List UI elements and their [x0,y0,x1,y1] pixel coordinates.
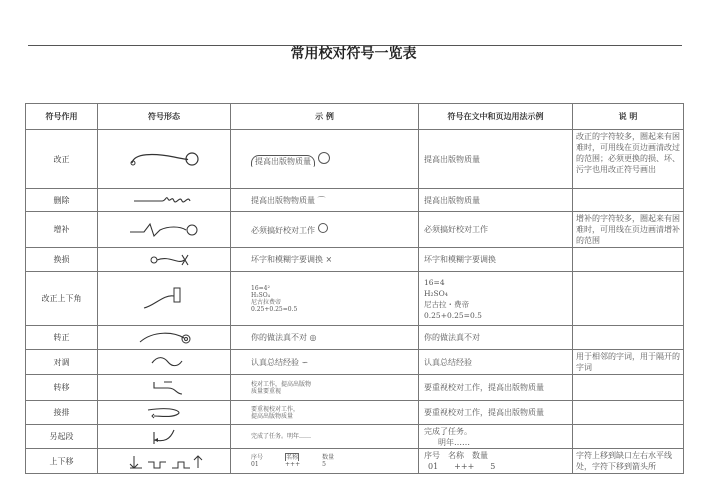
shift-up-down-symbol-icon [98,449,231,474]
row-example: 序号 01 名称 +++ 数量 5 [231,449,419,474]
header-symbol-function: 符号作用 [26,104,98,130]
row-note [573,425,684,449]
superscript-subscript-symbol-icon [98,272,231,326]
row-usage: 要重视校对工作，提高出版物质量 [419,375,573,401]
table-row [26,401,684,425]
row-usage: 坏字和模糊字要调换 [419,248,573,272]
row-function: 改正上下角 [26,272,98,326]
table-row [26,375,684,401]
row-note [573,248,684,272]
header-symbol-form: 符号形态 [98,104,231,130]
page-title: 常用校对符号一览表 [290,46,417,62]
correct-symbol-icon [98,130,231,189]
table-row [26,326,684,350]
insert-symbol-icon [98,212,231,248]
row-usage: 提高出版物质量 [419,130,573,189]
table-row [26,425,684,449]
row-note: 用于相邻的字词，用于隔开的字词 [573,350,684,375]
delete-symbol-icon [98,189,231,212]
spiral-mark-icon: ◎ [309,333,317,342]
circle-mark-icon [318,223,328,233]
table-row [26,272,684,326]
row-function: 转正 [26,326,98,350]
join-symbol-icon [98,401,231,425]
row-example: 校对工作，提高出版物 质量要重视 [231,375,419,401]
cross-mark-icon: × [325,255,333,264]
row-usage: 你的做法真不对 [419,326,573,350]
row-example: 完成了任务。明年…… [231,425,419,449]
row-note [573,272,684,326]
row-function: 增补 [26,212,98,248]
row-function: 对调 [26,350,98,375]
table-row [26,248,684,272]
row-example: 要重视校对工作， 提高出版物质量 [231,401,419,425]
row-usage: 要重视校对工作，提高出版物质量 [419,401,573,425]
swap-symbol-icon [98,350,231,375]
row-usage: 完成了任务。 明年…… [419,425,573,449]
row-usage: 认真总结经验 [419,350,573,375]
row-function: 转移 [26,375,98,401]
delete-mark-icon: ⌒ [317,195,326,205]
header-description: 说 明 [573,104,684,130]
row-note [573,375,684,401]
table-row [26,130,684,189]
row-example: 16=4² H₂SO₄ 尼古拉费帝 0.25+0.25=0.5 [231,272,419,326]
row-example: 认真总结经验 ∽ [231,350,419,375]
proofreading-symbols-table [25,103,684,474]
row-function: 换损 [26,248,98,272]
row-note [573,326,684,350]
row-function: 接排 [26,401,98,425]
row-function: 上下移 [26,449,98,474]
row-note: 改正的字符较多，圈起来有困难时，可用线在页边画清改过的范围；必须更换的损、坏、污字也用改正符号画出 [573,130,684,189]
table-row [26,449,684,474]
table-row [26,189,684,212]
row-note: 增补的字符较多，圈起来有困难时，可用线在页边画清增补的范围 [573,212,684,248]
row-usage: 16=4 H₂SO₄ 尼古拉・费帝 0.25+0.25=0.5 [419,272,573,326]
row-function: 另起段 [26,425,98,449]
circle-mark-icon [318,152,330,164]
row-example: 提高出版物物质量 ⌒ [231,189,419,212]
row-note: 字符上移到缺口左右水平线处，字符下移到箭头所 [573,449,684,474]
swap-mark-icon: ∽ [301,357,309,367]
row-note [573,189,684,212]
row-note [573,401,684,425]
new-paragraph-symbol-icon [98,425,231,449]
row-example: 提高出版物质量 [231,130,419,189]
header-usage-example: 符号在文中和页边用法示例 [419,104,573,130]
row-usage: 提高出版物质量 [419,189,573,212]
row-function: 删除 [26,189,98,212]
replace-damaged-symbol-icon [98,248,231,272]
table-header-row [26,104,684,130]
table-row [26,350,684,375]
row-example: 坏字和模糊字要调换 × [231,248,419,272]
move-symbol-icon [98,375,231,401]
row-function: 改正 [26,130,98,189]
row-usage: 必须搞好校对工作 [419,212,573,248]
straighten-symbol-icon [98,326,231,350]
row-example: 必须搞好校对工作 [231,212,419,248]
row-usage: 序号 名称 数量 01 +++ 5 [419,449,573,474]
table-row [26,212,684,248]
row-example: 你的做法真不对 ◎ [231,326,419,350]
header-example: 示 例 [231,104,419,130]
